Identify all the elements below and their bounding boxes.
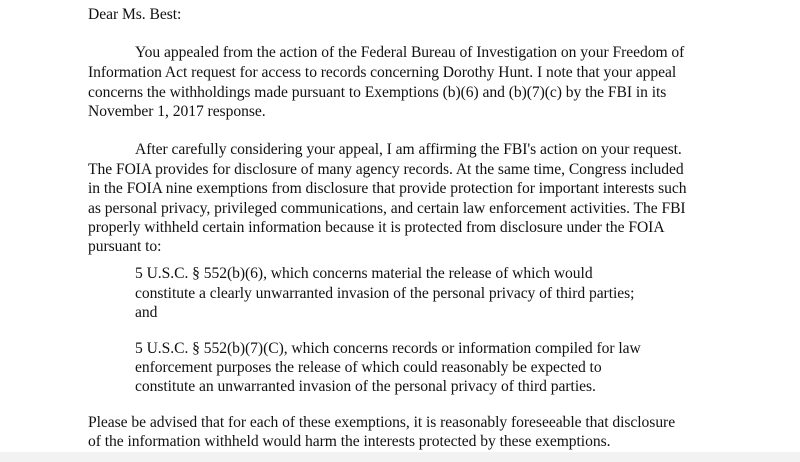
- quote-line: constitute a clearly unwarranted invasion of the personal privacy of third parties;: [135, 285, 635, 302]
- paragraph-line: November 1, 2017 response.: [88, 103, 266, 120]
- quote-line: 5 U.S.C. § 552(b)(6), which concerns material the release of which would: [135, 265, 593, 282]
- paragraph-line: Information Act request for access to records concerning Dorothy Hunt. I note that your appeal: [88, 64, 677, 81]
- paragraph-line: in the FOIA nine exemptions from disclosure that provide protection for important interests such: [88, 180, 687, 197]
- quote-line: 5 U.S.C. § 552(b)(7)(C), which concerns records or information compiled for law: [135, 340, 641, 357]
- paragraph-line: After carefully considering your appeal, I am affirming the FBI's action on your request.: [135, 141, 682, 158]
- paragraph-line: of the information withheld would harm the interests protected by these exemptions.: [88, 433, 611, 450]
- paragraph-line: as personal privacy, privileged communications, and certain law enforcement activities. The FBI: [88, 200, 686, 217]
- quote-line: constitute an unwarranted invasion of the personal privacy of third parties.: [135, 378, 596, 395]
- salutation: Dear Ms. Best:: [88, 6, 182, 23]
- quote-line: enforcement purposes the release of which could reasonably be expected to: [135, 359, 602, 376]
- paragraph-line: pursuant to:: [88, 238, 162, 255]
- paragraph-line: The FOIA provides for disclosure of many agency records. At the same time, Congress included: [88, 161, 684, 178]
- page-bottom-edge: [0, 452, 800, 462]
- quote-line: and: [135, 304, 158, 321]
- paragraph-line: You appealed from the action of the Federal Bureau of Investigation on your Freedom of: [135, 44, 685, 61]
- paragraph-line: Please be advised that for each of these exemptions, it is reasonably foreseeable that disclosure: [88, 414, 676, 431]
- paragraph-line: properly withheld certain information because it is protected from disclosure under the FOIA: [88, 219, 665, 236]
- paragraph-line: concerns the withholdings made pursuant to Exemptions (b)(6) and (b)(7)(c) by the FBI in its: [88, 84, 667, 101]
